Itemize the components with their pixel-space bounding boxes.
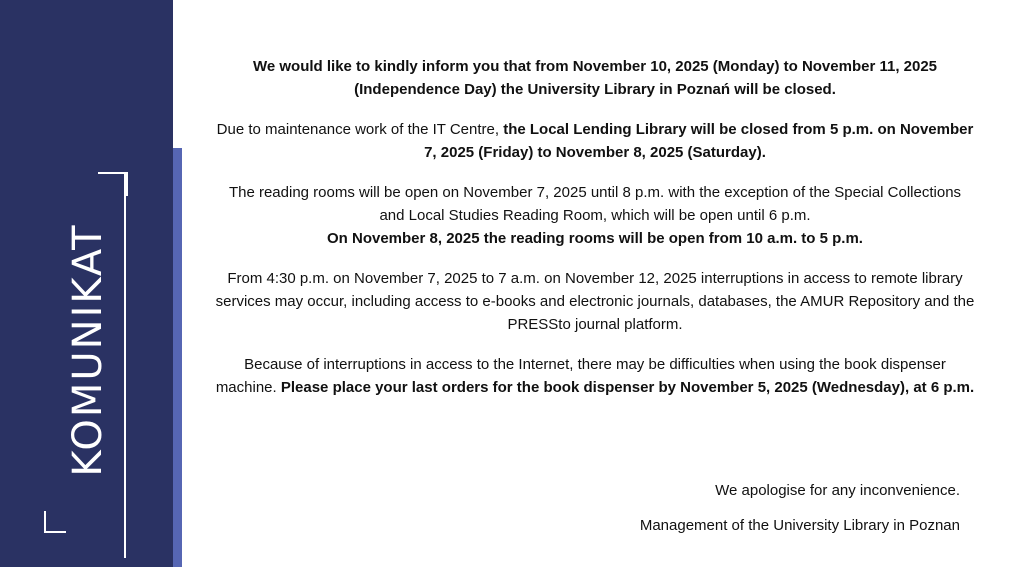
notice-paragraph-closure: We would like to kindly inform you that from November 10, 2025 (Monday) to November 11, 2025 (Independence Day) the University Library in Poznań will be closed.: [252, 58, 938, 98]
notice-paragraph-book-dispenser: [215, 353, 975, 399]
apology-text: We apologise for any inconvenience.: [715, 482, 960, 499]
notice-paragraph-it-maintenance: [215, 118, 975, 164]
book-dispenser-text: Because of interruptions in access to the Internet, there may be difficulties when using the book dispenser machine.: [215, 356, 946, 396]
it-maintenance-text: Due to maintenance work of the IT Centre,: [216, 121, 500, 138]
notice-body: [215, 55, 975, 416]
notice-paragraph-reading-rooms: [215, 181, 975, 250]
lending-library-closure-text: the Local Lending Library will be closed from 5 p.m. on November 7, 2025 (Friday) to November 8, 2025 (Saturday).: [424, 121, 974, 161]
reading-rooms-text: The reading rooms will be open on November 7, 2025 until 8 p.m. with the exception of the Special Collections and Local Studies Reading Room, which will be open until 6 p.m.: [228, 184, 962, 224]
reading-rooms-hours-text: On November 8, 2025 the reading rooms will be open from 10 a.m. to 5 p.m.: [327, 230, 863, 247]
signature-text: Management of the University Library in Poznan: [639, 517, 960, 534]
bracket-vertical-line: [124, 172, 126, 558]
komunikat-title: KOMUNIKAT: [65, 223, 111, 477]
signoff: [640, 479, 960, 549]
notice-paragraph-remote-services: From 4:30 p.m. on November 7, 2025 to 7 a.m. on November 12, 2025 interruptions in access to remote library services may occur, including access to e-books and electronic journals, databases, the AMUR Repository and the PRESSto journal platform.: [215, 270, 975, 333]
bracket-bottom-corner: [44, 511, 66, 533]
sidebar-accent-stripe: [173, 148, 182, 567]
book-dispenser-deadline-text: Please place your last orders for the book dispenser by November 5, 2025 (Wednesday), at 6 p.m.: [280, 379, 975, 396]
